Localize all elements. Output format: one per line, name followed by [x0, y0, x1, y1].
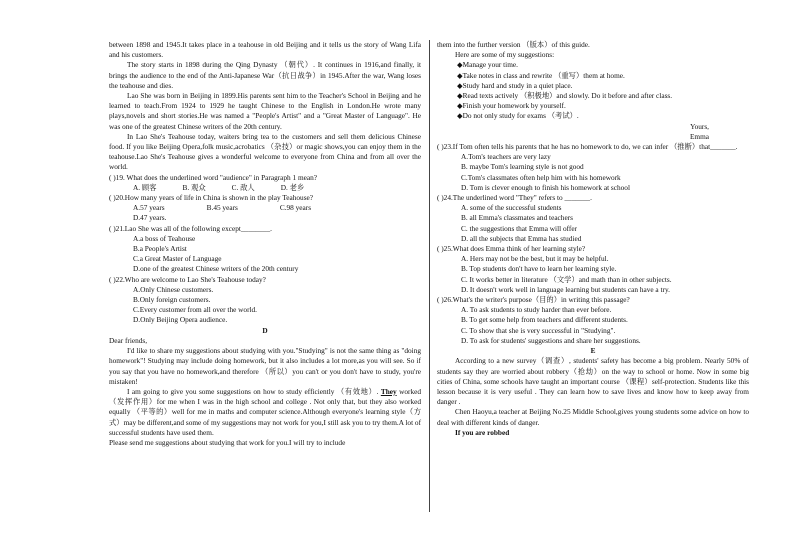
option: B. all Emma's classmates and teachers — [461, 213, 573, 223]
intro-paragraph: between 1898 and 1945.It takes place in a teahouse in old Beijing and it tells us the story of Wang Lifa and his customers. — [109, 40, 421, 60]
suggestion-item: ◆Manage your time. — [457, 60, 518, 70]
subheading-robbed: If you are robbed — [455, 427, 510, 437]
option: D. It doesn't work well in language learning but students can have a try. — [461, 284, 670, 294]
section-e-title: E — [590, 346, 596, 356]
option: D. 老乡 — [280, 182, 305, 192]
suggestion-item: ◆Study hard and study in a quiet place. — [457, 80, 573, 90]
column-divider — [429, 40, 430, 512]
paragraph-chen-haoyu: Chen Haoyu,a teacher at Beijing No.25 Middle School,gives young students some advice on how to deal with different kinds of danger. — [437, 407, 749, 427]
option: B.Only foreign customers. — [133, 295, 211, 305]
question-20-options — [109, 203, 421, 223]
suggestion-item: ◆Read texts actively （积极地）and slowly. Do it before and after class. — [457, 91, 673, 101]
paragraph-story: The story starts in 1898 during the Qing Dynasty （朝代）. It continues in 1916,and finally, it brings the audience to the end of the Anti-Japanese War（抗日战争）in 1945.After the war, Wang loses the teahouse and dies. — [109, 60, 421, 90]
option: A.Only Chinese customers. — [133, 284, 214, 294]
option: D.47 years. — [133, 213, 167, 223]
option: C. To show that she is very successful in "Studying". — [461, 325, 616, 335]
question-20: ( )20.How many years of life in China is shown in the play Teahouse? — [109, 193, 314, 203]
paragraph-continued: them into the further version （版本）of this guide. — [437, 40, 590, 49]
option: C.98 years — [279, 203, 312, 213]
option: B. To get some help from teachers and different students. — [461, 315, 628, 325]
option: C. the suggestions that Emma will offer — [461, 223, 577, 233]
signoff-yours: Yours, — [690, 121, 709, 131]
question-21: ( )21.Lao She was all of the following except________. — [109, 223, 272, 233]
option: C. It works better in literature （文学）and math than in other subjects. — [461, 274, 672, 284]
option: D. To ask for students' suggestions and share her suggestions. — [461, 335, 641, 345]
text-run: I am going to give you some suggestions on how to study efficiently （有效地）. — [127, 386, 381, 396]
question-23: ( )23.If Tom often tells his parents that he has no homework to do, we can infer （推断）that_______. — [437, 142, 738, 152]
option: C. 敌人 — [231, 182, 255, 192]
paragraph-lao-she: Lao She was born in Beijing in 1899.His parents sent him to the Teacher's School in Beijing and he learned to teach.From 1924 to 1929 he taught Chinese to the English in London.He wrote many plays,novels and short stories.He was named a "People's Artist" and a "Great Master of Language". He was one of the greatest Chinese writers of the 20th century. — [109, 91, 421, 131]
suggestion-item: ◆Do not only study for exams （考试）. — [457, 111, 579, 121]
option: B.a People's Artist — [133, 244, 187, 254]
section-d-title: D — [262, 325, 268, 335]
letter-greeting: Dear friends, — [109, 335, 148, 345]
question-25: ( )25.What does Emma think of her learning style? — [437, 244, 586, 254]
option: B.45 years — [206, 203, 238, 213]
question-22: ( )22.Who are welcome to Lao She's Teahouse today? — [109, 274, 266, 284]
paragraph-survey: According to a new survey（调查）, students' safety has become a big problem. Nearly 50% of students say they are worried about robbery（抢劫）on the way to school or home. Now in some big cities of China, some schools have taught an important course （课程）self-protection. Students like this lesson because it is very useful . They can learn how to save lives and know how to keep away from danger . — [437, 356, 749, 407]
right-column — [437, 40, 749, 438]
signoff-name: Emma — [689, 131, 709, 141]
left-column — [109, 40, 421, 448]
option: D.one of the greatest Chinese writers of the 20th century — [133, 264, 299, 274]
option: B. Top students don't have to learn her learning style. — [461, 264, 617, 274]
option: C.a Great Master of Language — [133, 254, 222, 264]
option: A.57 years — [133, 203, 165, 213]
option: B. 观众 — [182, 182, 206, 192]
option: D.Only Beijing Opera audience. — [133, 315, 228, 325]
option: C.Every customer from all over the world. — [133, 305, 258, 315]
suggestion-item: ◆Take notes in class and rewrite （重写）them at home. — [457, 70, 625, 80]
option: D. Tom is clever enough to finish his homework at school — [461, 182, 630, 192]
paragraph-studying: I'd like to share my suggestions about studying with you."Studying" is not the same thing as "doing homework"! Studying may include doing homework, but it also includes a lot more,as you will see. So if you say that you have no homework,and therefore （所以）you can't or you don't have to study, you're mistaken! — [109, 346, 421, 386]
underlined-word-they: They — [380, 386, 397, 396]
question-24: ( )24.The underlined word "They" refers to _______. — [437, 193, 592, 203]
paragraph-suggestions — [109, 387, 421, 438]
option: A. To ask students to study harder than ever before. — [461, 305, 612, 315]
question-19-options — [109, 183, 421, 193]
option: A. Hers may not be the best, but it may be helpful. — [461, 254, 609, 264]
option: C.Tom's classmates often help him with his homework — [461, 172, 621, 182]
option: B. maybe Tom's learning style is not good — [461, 162, 584, 172]
option: A. 顾客 — [133, 182, 157, 192]
question-26: ( )26.What's the writer's purpose（目的）in writing this passage? — [437, 295, 630, 305]
option: D. all the subjects that Emma has studied — [461, 233, 582, 243]
paragraph-teahouse-today: In Lao She's Teahouse today, waiters bring tea to the customers and sell them delicious Chinese food. If you like Beijing Opera,folk music,acrobatics （杂技）or magic shows,you can enjoy them in the teahouse.Lao She's Teahouse gives a wonderful welcome to everyone from China and from all over the world. — [109, 131, 421, 172]
question-19: ( )19. What does the underlined word "audience" in Paragraph 1 mean? — [109, 172, 318, 182]
suggestion-item: ◆Finish your homework by yourself. — [457, 101, 566, 111]
paragraph-send-suggestions: Please send me suggestions about studying that work for you.I will try to include — [109, 437, 346, 447]
option: A. some of the successful students — [461, 203, 562, 213]
option: A.Tom's teachers are very lazy — [461, 152, 551, 162]
text-run: worked（发挥作用）for me when I was in the high school and college . Not only that, but they also worked equally （平等的）well for me in maths and computer science.Although everyone's learning style（方式）may be different,and some of my suggestions may not work for you,I still ask you to try them.A lot of successful students have used them. — [109, 386, 421, 437]
suggestions-intro: Here are some of my suggestions: — [455, 50, 555, 60]
option: A.a boss of Teahouse — [133, 233, 196, 243]
